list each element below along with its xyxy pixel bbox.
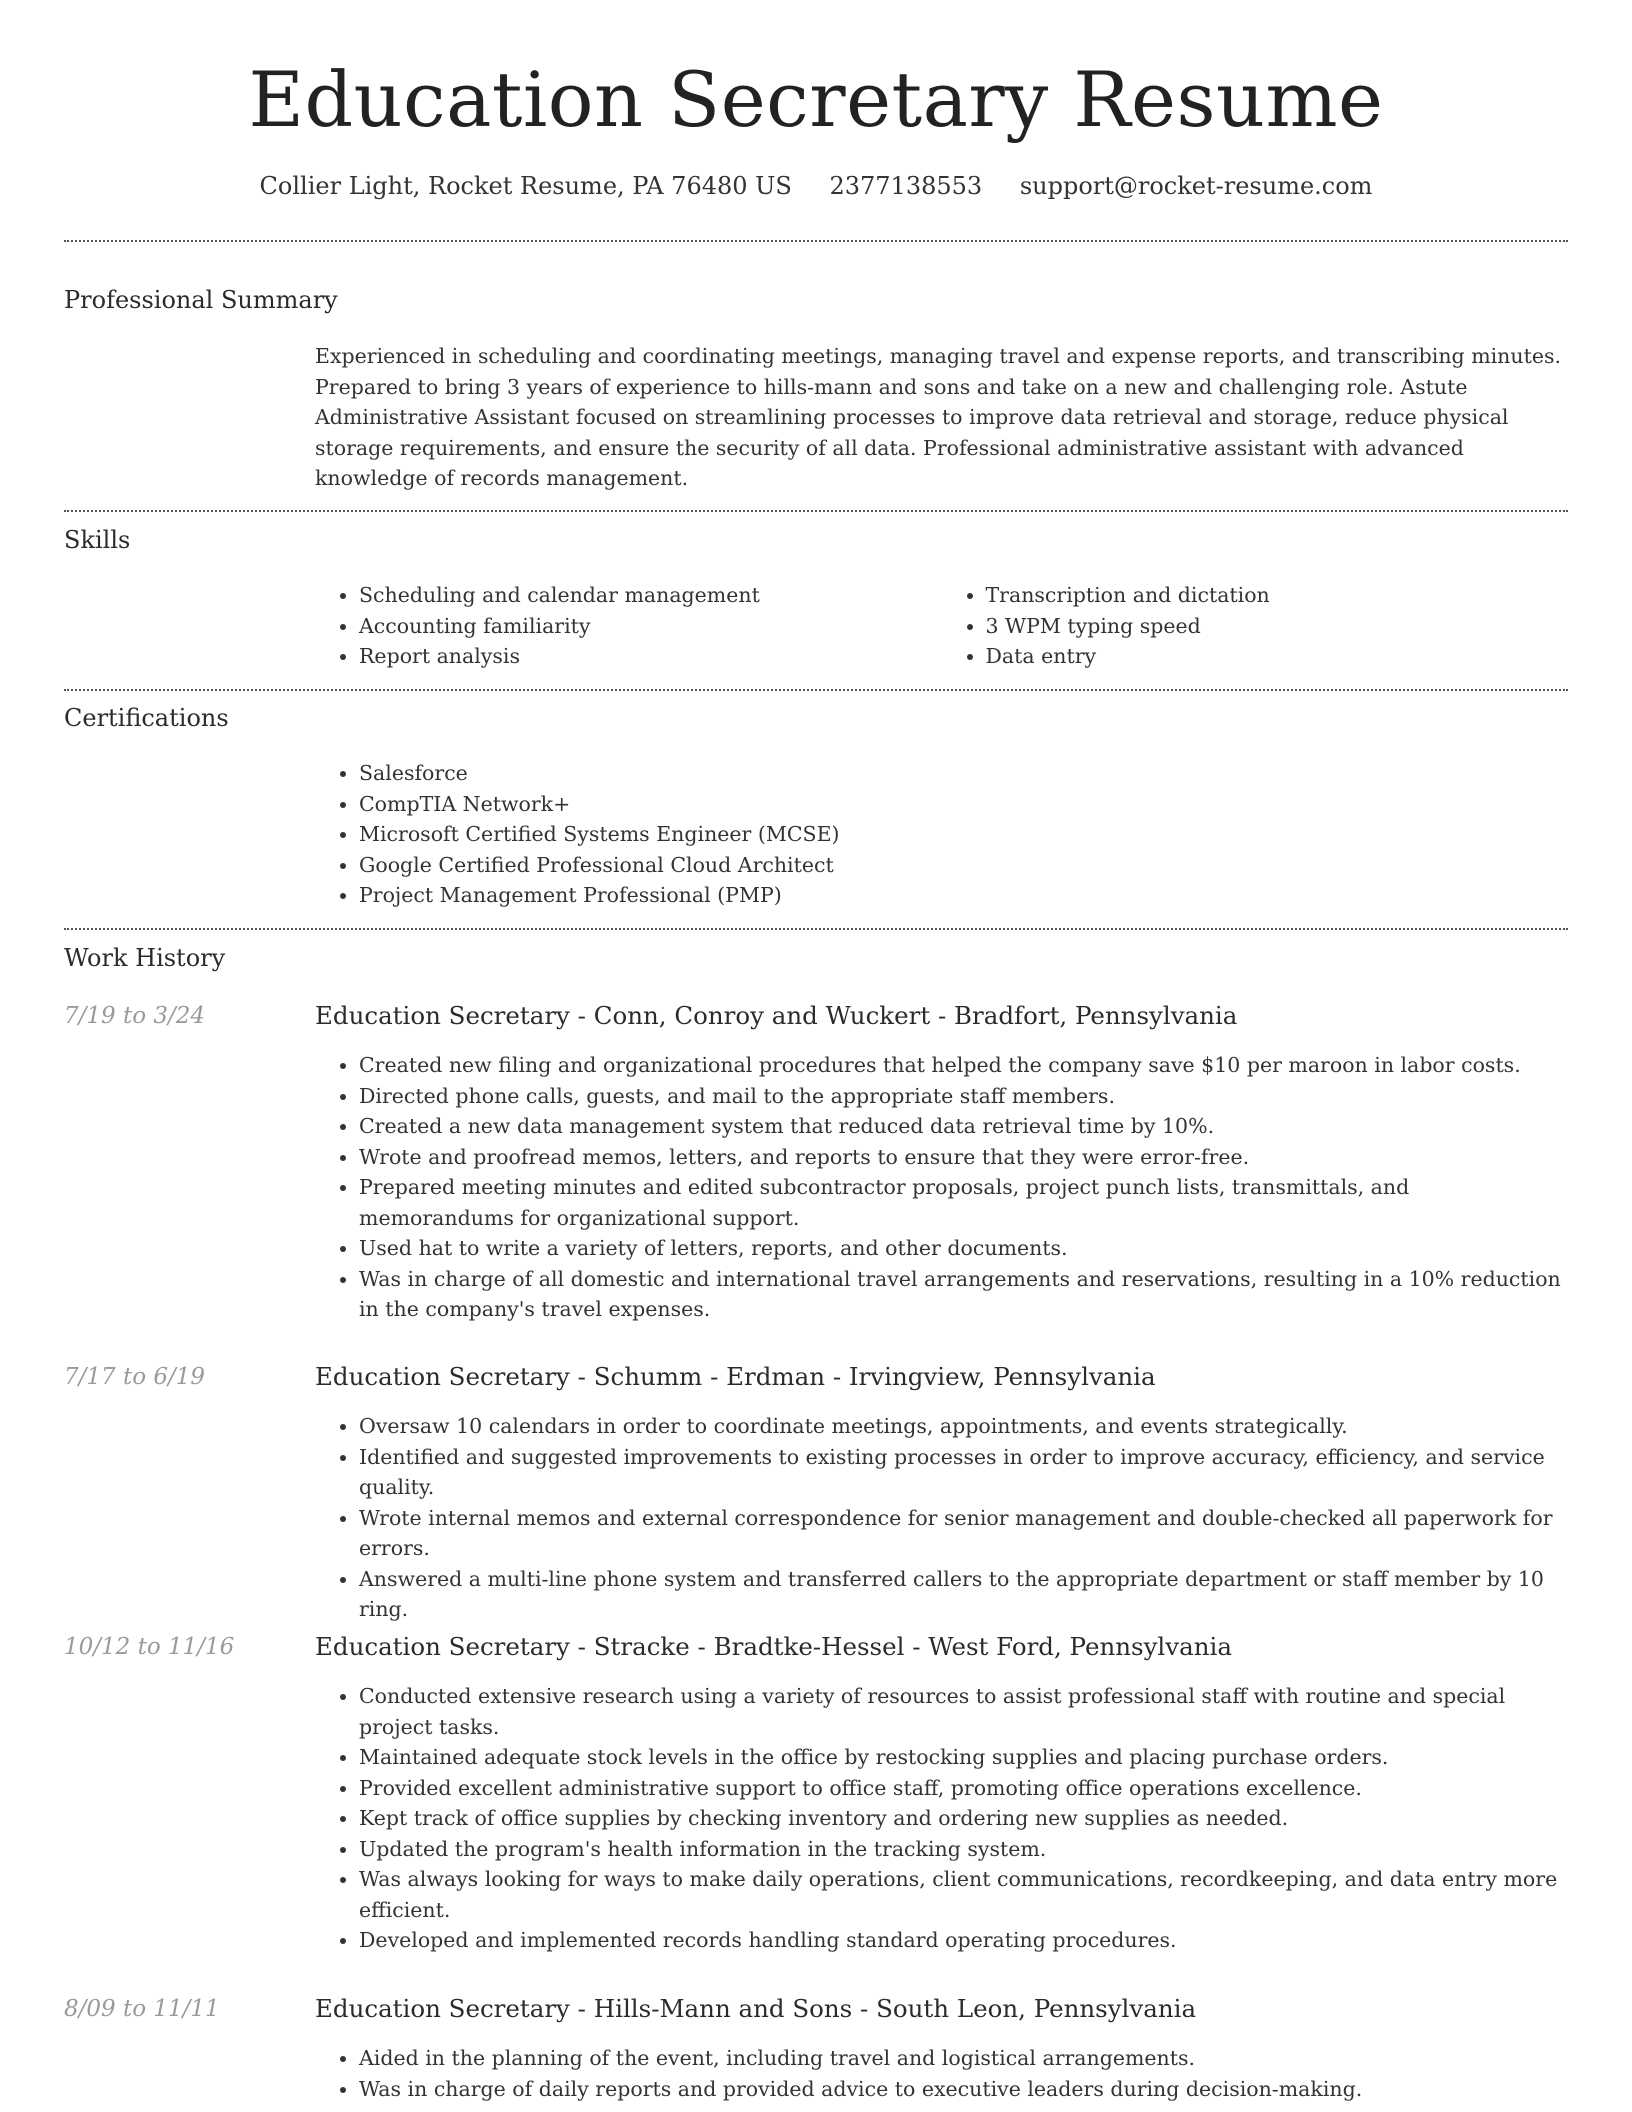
job-bullet: • Was always looking for ways to make daily operations, client communications, recordkeeping, and data entry more efficient. <box>359 1864 1568 1925</box>
job-body <box>315 1050 1568 1325</box>
job-bullet: • Directed phone calls, guests, and mail to the appropriate staff members. <box>359 1081 1568 1112</box>
job-bullet: • Kept track of office supplies by checking inventory and ordering new supplies as needed. <box>359 1803 1568 1834</box>
job-bullet: • Aided in the planning of the event, including travel and logistical arrangements. <box>359 2043 1568 2074</box>
contact-line <box>64 170 1568 202</box>
job-body <box>315 1411 1568 1625</box>
skills-body <box>315 580 1568 672</box>
job-body <box>315 2043 1568 2104</box>
job-bullet: • Updated the program's health information in the tracking system. <box>359 1834 1568 1865</box>
certification-item: • Microsoft Certified Systems Engineer (MCSE) <box>359 819 1568 850</box>
skills-list-right <box>942 580 1569 672</box>
job-bullet: • Wrote and proofread memos, letters, and reports to ensure that they were error-free. <box>359 1142 1568 1173</box>
job-dates: 7/17 to 6/19 <box>64 1364 206 1390</box>
job-bullet: • Created new filing and organizational procedures that helped the company save $10 per maroon in labor costs. <box>359 1050 1568 1081</box>
job-body <box>315 1681 1568 1956</box>
skill-item: • Accounting familiarity <box>359 611 942 642</box>
contact-phone: 2377138553 <box>829 172 983 200</box>
certifications-list <box>315 758 1568 911</box>
job-bullet: • Oversaw 10 calendars in order to coordinate meetings, appointments, and events strategically. <box>359 1411 1568 1442</box>
divider <box>64 689 1568 691</box>
skill-item: • Report analysis <box>359 641 942 672</box>
divider <box>64 510 1568 512</box>
job-bullets <box>315 1681 1568 1956</box>
section-title-skills: Skills <box>64 526 131 554</box>
job-bullet: • Provided excellent administrative support to office staff, promoting office operations excellence. <box>359 1773 1568 1804</box>
skill-item: • Transcription and dictation <box>986 580 1569 611</box>
job-dates: 7/19 to 3/24 <box>64 1003 206 1029</box>
certification-item: • Google Certified Professional Cloud Architect <box>359 850 1568 881</box>
job-bullets <box>315 2043 1568 2104</box>
certification-item: • CompTIA Network+ <box>359 789 1568 820</box>
divider <box>64 928 1568 930</box>
job-bullet: • Identified and suggested improvements to existing processes in order to improve accuracy, efficiency, and service quality. <box>359 1442 1568 1503</box>
resume-title: Education Secretary Resume <box>248 55 1384 144</box>
job-title: Education Secretary - Schumm - Erdman - Irvingview, Pennsylvania <box>315 1362 1156 1391</box>
certification-item: • Salesforce <box>359 758 1568 789</box>
job-bullets <box>315 1411 1568 1625</box>
job-bullet: • Prepared meeting minutes and edited subcontractor proposals, project punch lists, transmittals, and memorandums for organizational support. <box>359 1172 1568 1233</box>
skills-list-left <box>315 580 942 672</box>
job-dates: 8/09 to 11/11 <box>64 1996 220 2022</box>
section-title-certifications: Certifications <box>64 704 229 732</box>
skill-item: • 3 WPM typing speed <box>986 611 1569 642</box>
summary-text: Experienced in scheduling and coordinating meetings, managing travel and expense reports, and transcribing minutes. Prepared to bring 3 years of experience to hills-mann and sons and take on a new and challenging role. Astute Administrative Assistant focused on streamlining processes to improve data retrieval and storage, reduce physical storage requirements, and ensure the security of all data. Professional administrative assistant with advanced knowledge of records management. <box>315 344 1561 490</box>
contact-email: support@rocket-resume.com <box>1019 172 1373 200</box>
job-bullet: • Conducted extensive research using a variety of resources to assist professional staff with routine and special project tasks. <box>359 1681 1568 1742</box>
job-title: Education Secretary - Conn, Conroy and Wuckert - Bradfort, Pennsylvania <box>315 1001 1238 1030</box>
job-bullet: • Maintained adequate stock levels in the office by restocking supplies and placing purchase orders. <box>359 1742 1568 1773</box>
job-title: Education Secretary - Stracke - Bradtke-Hessel - West Ford, Pennsylvania <box>315 1632 1232 1661</box>
certification-item: • Project Management Professional (PMP) <box>359 880 1568 911</box>
job-bullet: • Was in charge of all domestic and international travel arrangements and reservations, resulting in a 10% reduction in the company's travel expenses. <box>359 1264 1568 1325</box>
skill-item: • Scheduling and calendar management <box>359 580 942 611</box>
skills-grid <box>315 580 1568 672</box>
job-bullet: • Developed and implemented records handling standard operating procedures. <box>359 1925 1568 1956</box>
job-bullet: • Answered a multi-line phone system and transferred callers to the appropriate department or staff member by 10 ring. <box>359 1564 1568 1625</box>
summary-body <box>315 341 1568 494</box>
contact-address: Collier Light, Rocket Resume, PA 76480 US <box>259 172 792 200</box>
job-dates: 10/12 to 11/16 <box>64 1634 235 1660</box>
job-bullet: • Wrote internal memos and external correspondence for senior management and double-checked all paperwork for errors. <box>359 1503 1568 1564</box>
job-title: Education Secretary - Hills-Mann and Sons - South Leon, Pennsylvania <box>315 1994 1197 2023</box>
job-bullet: • Was in charge of daily reports and provided advice to executive leaders during decision-making. <box>359 2074 1568 2105</box>
job-bullet: • Used hat to write a variety of letters, reports, and other documents. <box>359 1233 1568 1264</box>
skill-item: • Data entry <box>986 641 1569 672</box>
job-bullet: • Created a new data management system that reduced data retrieval time by 10%. <box>359 1111 1568 1142</box>
certifications-body <box>315 758 1568 911</box>
section-title-summary: Professional Summary <box>64 286 338 314</box>
divider <box>64 240 1568 242</box>
job-bullets <box>315 1050 1568 1325</box>
section-title-work-history: Work History <box>64 944 226 972</box>
